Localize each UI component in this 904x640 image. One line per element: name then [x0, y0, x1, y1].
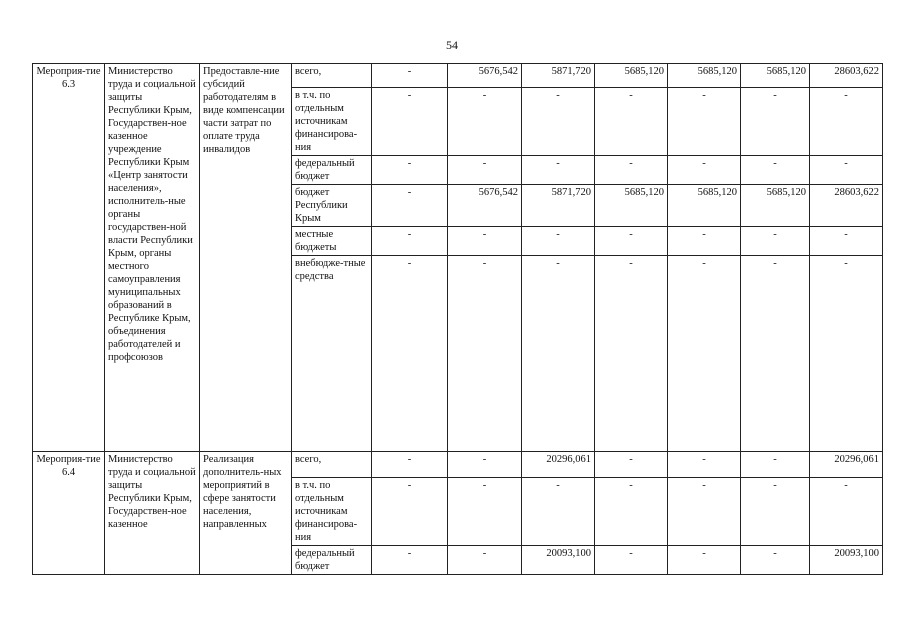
value-cell: -: [372, 256, 448, 452]
value-cell: -: [810, 88, 883, 156]
value-cell: -: [595, 546, 668, 575]
value-cell: -: [668, 478, 741, 546]
value-cell: -: [372, 452, 448, 478]
value-cell: -: [595, 478, 668, 546]
value-cell: 5676,542: [448, 185, 522, 227]
value-cell: 5685,120: [741, 185, 810, 227]
value-cell: -: [741, 227, 810, 256]
value-cell: -: [595, 88, 668, 156]
funding-source: федеральный бюджет: [292, 546, 372, 575]
value-cell: -: [741, 452, 810, 478]
value-cell: -: [372, 227, 448, 256]
financing-table: [32, 63, 883, 575]
value-cell: -: [741, 546, 810, 575]
funding-source: в т.ч. по отдельным источникам финансирова-ния: [292, 88, 372, 156]
value-cell: -: [522, 156, 595, 185]
value-cell: 5871,720: [522, 185, 595, 227]
value-cell: -: [448, 88, 522, 156]
table-row: [33, 452, 883, 478]
value-cell: -: [372, 185, 448, 227]
value-cell: -: [448, 452, 522, 478]
value-cell: 20296,061: [522, 452, 595, 478]
value-cell: -: [448, 156, 522, 185]
measure-executor: Министерство труда и социальной защиты Республики Крым, Государствен-ное казенное: [105, 452, 200, 575]
value-cell: -: [448, 227, 522, 256]
value-cell: -: [372, 88, 448, 156]
page-number: 54: [446, 38, 458, 52]
value-cell: 5685,120: [668, 64, 741, 88]
value-cell: 5685,120: [668, 185, 741, 227]
funding-source: в т.ч. по отдельным источникам финансирова-ния: [292, 478, 372, 546]
value-cell: -: [595, 227, 668, 256]
value-cell: -: [668, 88, 741, 156]
value-cell: 20093,100: [810, 546, 883, 575]
value-cell: -: [448, 478, 522, 546]
value-cell: 5871,720: [522, 64, 595, 88]
value-cell: -: [522, 478, 595, 546]
value-cell: -: [668, 452, 741, 478]
value-cell: -: [741, 478, 810, 546]
value-cell: -: [810, 156, 883, 185]
value-cell: 20296,061: [810, 452, 883, 478]
value-cell: -: [741, 256, 810, 452]
value-cell: -: [668, 227, 741, 256]
funding-source: всего,: [292, 64, 372, 88]
value-cell: 20093,100: [522, 546, 595, 575]
value-cell: -: [372, 546, 448, 575]
value-cell: -: [741, 88, 810, 156]
value-cell: -: [522, 227, 595, 256]
funding-source: федеральный бюджет: [292, 156, 372, 185]
value-cell: -: [448, 546, 522, 575]
value-cell: -: [810, 256, 883, 452]
value-cell: -: [522, 88, 595, 156]
value-cell: -: [595, 256, 668, 452]
measure-description: Предоставле-ние субсидий работодателям в виде компенсации части затрат по оплате труда инвалидов: [200, 64, 292, 452]
value-cell: -: [810, 478, 883, 546]
value-cell: -: [372, 156, 448, 185]
value-cell: -: [668, 256, 741, 452]
value-cell: 28603,622: [810, 64, 883, 88]
value-cell: -: [668, 156, 741, 185]
measure-id: Мероприя-тие 6.3: [33, 64, 105, 452]
value-cell: -: [372, 478, 448, 546]
value-cell: -: [741, 156, 810, 185]
value-cell: -: [810, 227, 883, 256]
funding-source: внебюдже-тные средства: [292, 256, 372, 452]
value-cell: 5685,120: [741, 64, 810, 88]
funding-source: всего,: [292, 452, 372, 478]
value-cell: -: [595, 156, 668, 185]
value-cell: 5685,120: [595, 64, 668, 88]
measure-description: Реализация дополнитель-ных мероприятий в сфере занятости населения, направленных: [200, 452, 292, 575]
value-cell: -: [522, 256, 595, 452]
measure-executor: Министерство труда и социальной защиты Республики Крым, Государствен-ное казенное учреждение Республики Крым «Центр занятости населения», исполнитель-ные органы государствен-ной власти Республики Крым, органы местного самоуправления муниципальных образований в Республике Крым, объединения работодателей и профсоюзов: [105, 64, 200, 452]
measure-id: Мероприя-тие 6.4: [33, 452, 105, 575]
funding-source: местные бюджеты: [292, 227, 372, 256]
funding-source: бюджет Республики Крым: [292, 185, 372, 227]
value-cell: -: [372, 64, 448, 88]
value-cell: -: [595, 452, 668, 478]
value-cell: 5685,120: [595, 185, 668, 227]
value-cell: 28603,622: [810, 185, 883, 227]
table-row: [33, 64, 883, 88]
value-cell: -: [448, 256, 522, 452]
value-cell: -: [668, 546, 741, 575]
value-cell: 5676,542: [448, 64, 522, 88]
